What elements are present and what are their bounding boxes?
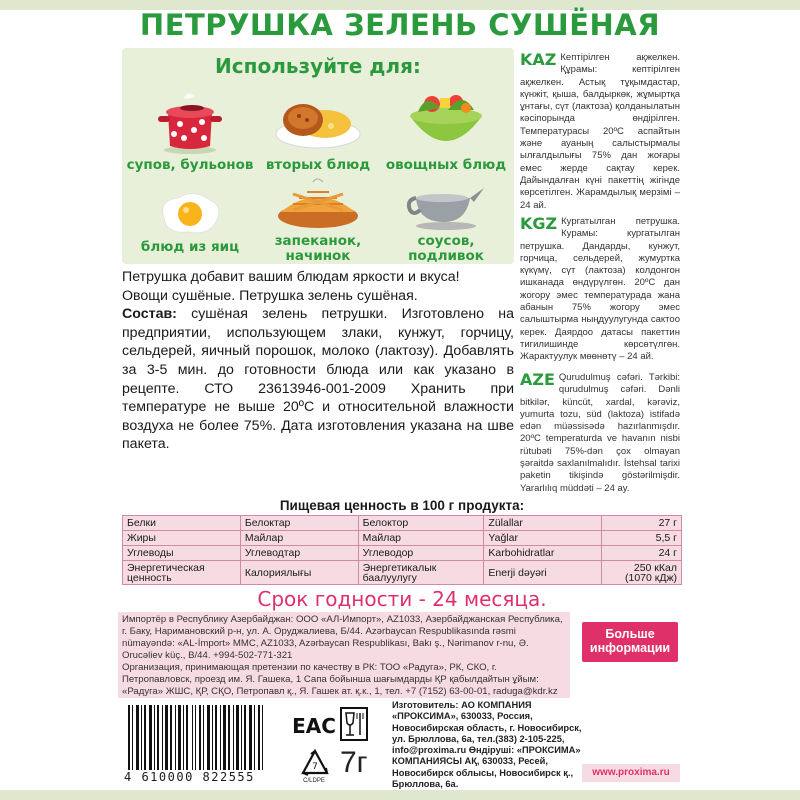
usage-item-vegetable-dishes xyxy=(382,86,510,173)
nutrition-title: Пищевая ценность в 100 г продукта: xyxy=(279,498,525,513)
barcode-number: 4 610000 822555 xyxy=(124,770,274,784)
table-row xyxy=(123,561,682,585)
usage-item-main-dishes xyxy=(254,86,382,173)
nutrient-kaz: Майлар xyxy=(240,531,358,546)
salad-bowl-icon xyxy=(404,86,488,156)
usage-item-label: супов, бульонов xyxy=(126,157,254,173)
usage-item-label: запеканок, начинок xyxy=(274,233,362,264)
lang-code-kaz: KAZ xyxy=(520,50,557,69)
usage-item-soups xyxy=(126,86,254,173)
usage-item-label: блюд из яиц xyxy=(140,239,240,255)
usage-item-label: соусов, подливок xyxy=(408,233,484,264)
table-row xyxy=(123,531,682,546)
nutrient-aze: Yağlar xyxy=(484,531,602,546)
nutrient-ru: Углеводы xyxy=(123,546,241,561)
fried-egg-icon xyxy=(154,188,226,238)
usage-item-sauces xyxy=(382,180,510,264)
nutrient-ru: Белки xyxy=(123,516,241,531)
usage-heading: Используйте для: xyxy=(215,54,421,78)
pot-icon xyxy=(154,86,226,156)
nutrient-kaz: Калориялығы xyxy=(240,561,358,585)
nutrient-aze: Karbohidratlar xyxy=(484,546,602,561)
recycle-icon xyxy=(300,748,330,778)
nutrient-aze: Enerji dəyəri xyxy=(484,561,602,585)
nutrient-kgz: Белоктор xyxy=(358,516,484,531)
product-description xyxy=(122,268,514,454)
composition-label: Состав: xyxy=(122,306,177,323)
nutrient-kgz: Углеводор xyxy=(358,546,484,561)
importer-info: Импортёр в Республику Азербайджан: ООО «АЛ-Импорт», AZ1033, Азербайджанская Республика, г. Баку, Наримановский р-н, ул. А. Оруджалиева, Б/44. Azərbaycan Respublikasında rəsmi nümayəndə: «AL-İmport» MMC, AZ1033, Azərbaycan Respublikası, Bakı ş., Nərimanov r-nu, Ə. Orucəliev küç., B/44. +994-502-771-321 xyxy=(118,612,570,662)
nutrient-kaz: Белоктар xyxy=(240,516,358,531)
svg-text:7: 7 xyxy=(312,762,318,772)
composition-text: сушёная зелень петрушки. Изготовлено на предприятии, использующем злаки, кунжут, горчицу, сельдерей, яичный порошок, молоко (лактозу). Добавлять за 3-5 мин. до готовности блюда или как указано в рецепте. СТО 23613946-001-2009 Хранить при температуре не выше 20ºС и относительной влажности воздуха не более 75%. Дата изготовления указана на шве пакета. xyxy=(122,306,514,453)
food-safe-glass-fork-icon xyxy=(340,707,368,741)
description-line2: Овощи сушёные. Петрушка зелень сушёная. xyxy=(122,287,418,304)
usage-panel xyxy=(122,48,514,264)
nutrient-ru: Жиры xyxy=(123,531,241,546)
lang-code-kgz: KGZ xyxy=(520,214,558,233)
nutrition-table xyxy=(122,515,682,585)
nutrient-ru: Энергетическая ценность xyxy=(123,561,241,585)
lang-block-kaz xyxy=(520,52,680,212)
usage-item-casseroles xyxy=(254,176,382,264)
lang-text-kgz: Кургатылган петрушка. Курамы: кургатылган петрушка. Дандарды, кунжут, горчица, сельдерей, жумуртка күкүмү, сүт (лактоза) колдонгон ишканада өндүрүлгөн. 20ºС дан жогору эмес температурада жана абанын 75% жогору эмес салыштырма ныңдуулугунда сактоо керек. Даярдоо датасы пакеттин тигилишинде көрсөтүлгөн. Жарактуулук мөөнөтү – 24 ай. xyxy=(520,216,680,363)
recycle-label: C/LDPE xyxy=(303,778,325,784)
nutrient-value: 250 кКал (1070 кДж) xyxy=(602,561,682,585)
eac-mark-icon xyxy=(292,711,336,738)
nutrient-kgz: Майлар xyxy=(358,531,484,546)
table-row xyxy=(123,546,682,561)
nutrient-value: 5,5 г xyxy=(602,531,682,546)
usage-item-label: вторых блюд xyxy=(265,157,371,173)
nutrient-value: 24 г xyxy=(602,546,682,561)
pie-icon xyxy=(273,176,363,232)
nutrient-kgz: Энергетикалык баалуулугу xyxy=(358,561,484,585)
lang-block-kgz xyxy=(520,216,680,364)
eac-mark-text: EAC xyxy=(292,714,336,738)
shelf-life: Срок годности - 24 месяца. xyxy=(257,587,547,611)
table-row xyxy=(123,516,682,531)
lang-text-kaz: Кептірілген ақжелкен. Құрамы: кептірілген ақжелкен. Астық тұқымдастар, күнжіт, қыша, балдыркөк, жұмыртқа ұнтағы, сүт (лактоза) қолданылатын кәсіпорында өндірілген. Температурасы 20ºС аспайтын және ауаның салыстырмалы ылғалдылығы 75% дан жоғары емес жерде сақтау керек. Дайындалған күні пакеттің жігінде көрсетілген. Жарамдылық мерзімі – 24 ай. xyxy=(520,52,680,211)
organization-info: Организация, принимающая претензии по качеству в РК: ТОО «Радуга», РК, СКО, г. Петропавловск, проезд им. Я. Гашека, 1 Сапа бойынша шағымдарды ҚР қабылдайтын ұйым: «Радуга» ЖШС, ҚР, СҚО, Петропавл қ., Я. Гашек ат. қ.к., 1, тел. +7 (7152) 63-00-01, raduga@kdr.kz xyxy=(118,662,570,698)
lang-block-aze xyxy=(520,372,680,495)
product-title: ПЕТРУШКА ЗЕЛЕНЬ СУШЁНАЯ xyxy=(139,8,661,42)
manufacturer-info: Изготовитель: АО КОМПАНИЯ «ПРОКСИМА», 630033, Россия, Новосибирская область, г. Новосибирск, ул. Брюллова, 6а, тел.(383) 2-105-225, info@proxima.ru Өндіруші: «ПРОКСИМА» КОМПАНИЯСЫ АҚ, 630033, Ресей, Новосибирск облысы, Новосибирск қ., Брюллова, 6а. xyxy=(392,700,582,790)
lang-text-aze: Qurudulmuş cəfəri. Tərkibi: qurudulmuş cəfəri. Dənli bitkilər, küncüt, xardal, kərəviz, yumurta tozu, süd (laktoza) istifadə edən müəssisədə hazırlanmışdır. 20ºC temperaturda ve havanın nisbi rütubəti 75%-dən çox olmayan şəraitdə saxlanılmalıdır. İstehsal tarixi paketin tikişində göstərilmişdir. Yararlılıq müddəti – 24 ay. xyxy=(520,372,680,494)
nutrient-kaz: Углеводтар xyxy=(240,546,358,561)
description-intro: Петрушка добавит вашим блюдам яркости и вкуса! xyxy=(122,269,460,285)
cutlet-icon xyxy=(273,86,363,156)
nutrient-value: 27 г xyxy=(602,516,682,531)
usage-item-egg-dishes xyxy=(126,188,254,255)
nutrient-aze: Zülallar xyxy=(484,516,602,531)
website-link[interactable]: www.proxima.ru xyxy=(582,764,680,782)
net-weight: 7г xyxy=(340,746,368,779)
more-info-button[interactable]: Больше информации xyxy=(582,622,678,662)
usage-item-label: овощных блюд xyxy=(385,157,507,173)
lang-code-aze: AZE xyxy=(520,370,555,389)
gravy-boat-icon xyxy=(404,180,488,232)
bottom-decor-bar xyxy=(0,790,800,800)
